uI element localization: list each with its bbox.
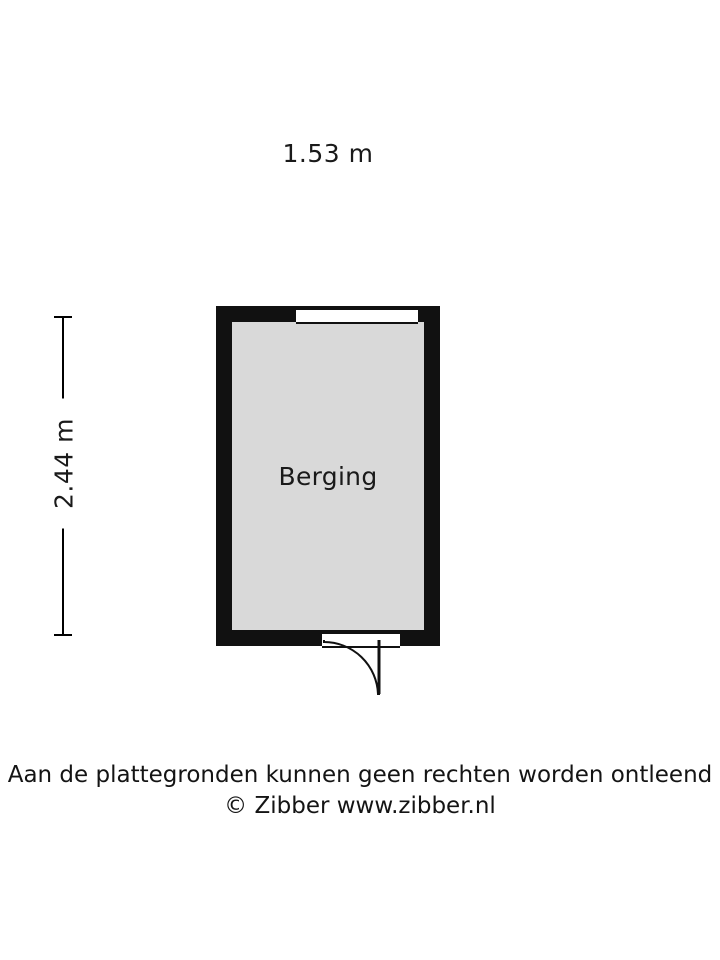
dimension-height-label: 2.44 m <box>47 399 82 529</box>
footer-disclaimer: Aan de plattegronden kunnen geen rechten worden ontleend <box>7 762 713 788</box>
dimension-height-cap-top <box>54 316 72 318</box>
room-berging <box>216 306 440 646</box>
dimension-width-label: 1.53 m <box>228 136 428 171</box>
dimension-height <box>44 316 84 636</box>
footer <box>0 760 720 822</box>
room-berging-label: Berging <box>278 461 378 491</box>
door-swing-icon <box>322 640 392 696</box>
dimension-width <box>228 136 428 172</box>
dimension-height-cap-bottom <box>54 634 72 636</box>
footer-credit: © Zibber www.zibber.nl <box>224 793 496 819</box>
